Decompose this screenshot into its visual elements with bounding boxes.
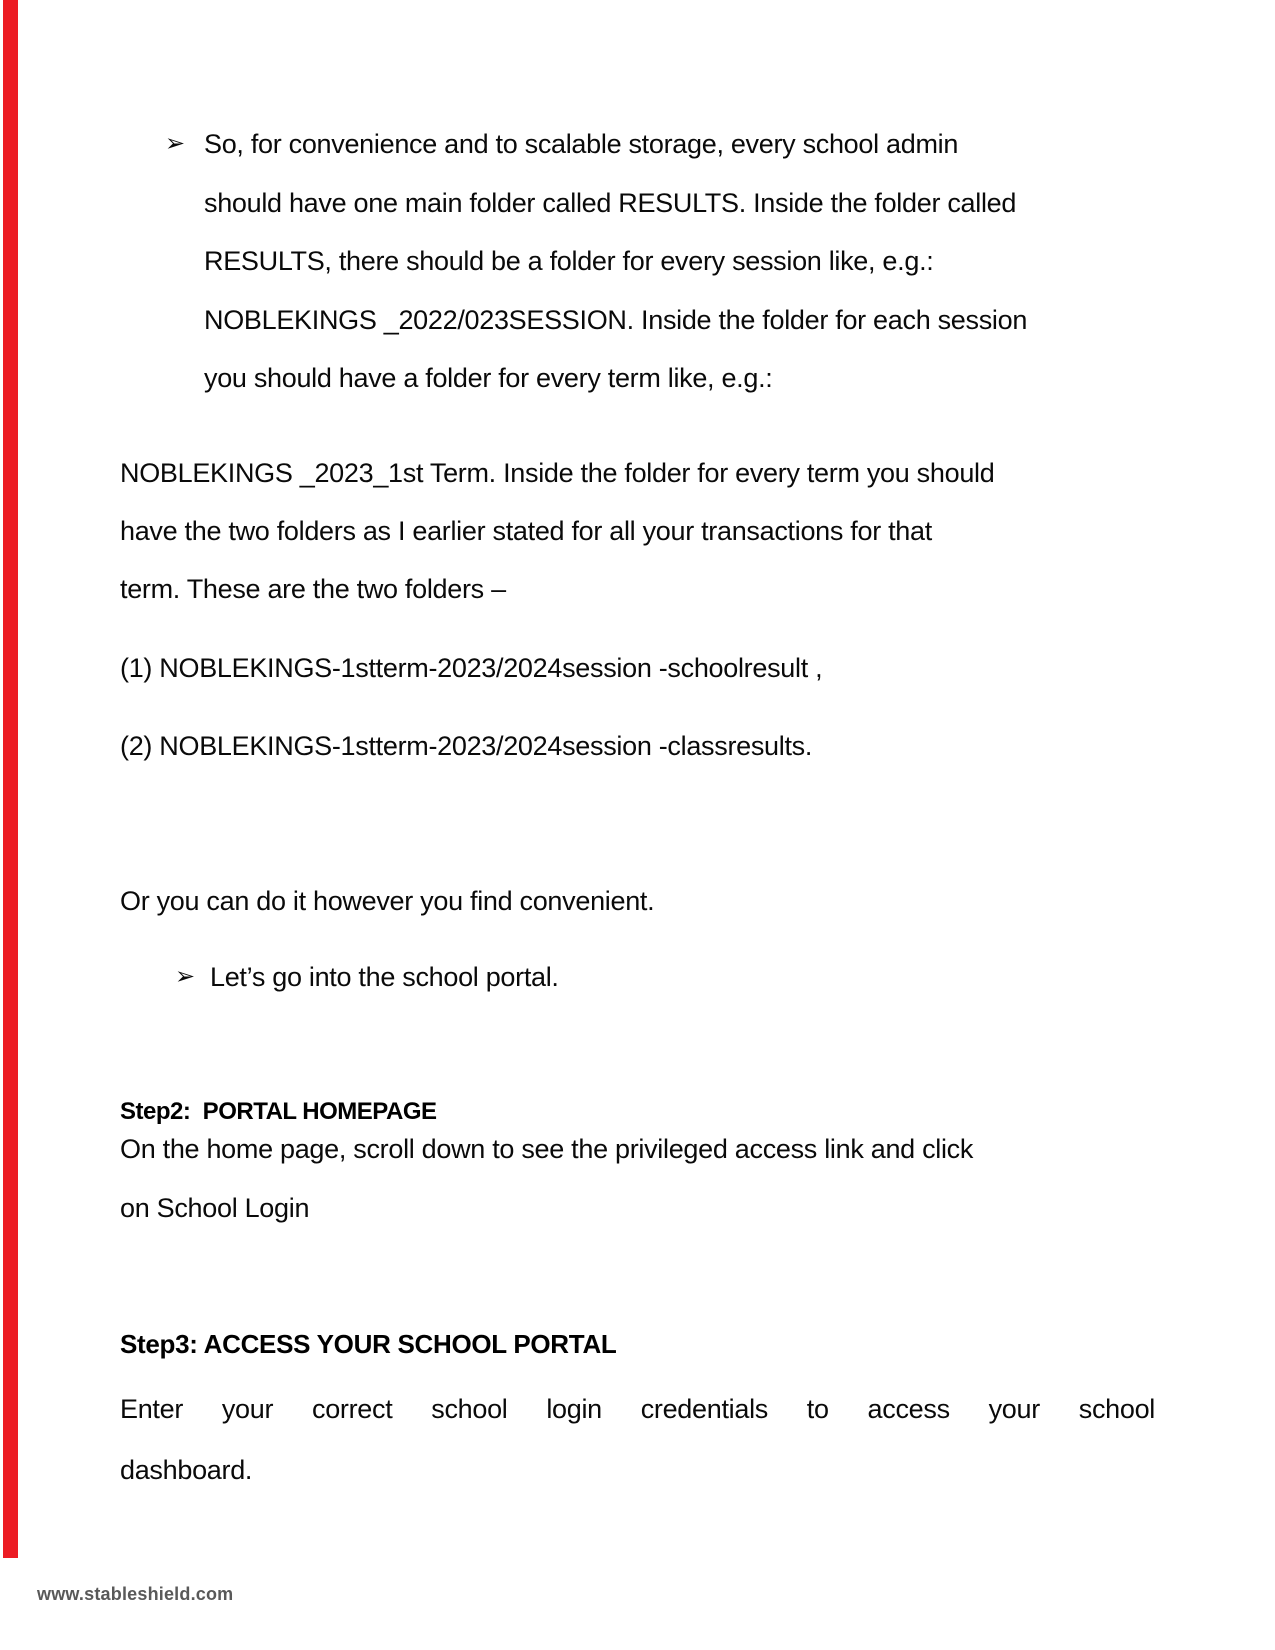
intro-bullet-paragraph: [120, 115, 1027, 408]
step2-paragraph: [120, 1120, 973, 1238]
paragraph-line: NOBLEKINGS _2023_1st Term. Inside the folder for every term you should: [120, 458, 995, 488]
footer-website-url: www.stableshield.com: [37, 1584, 234, 1604]
paragraph-line: have the two folders as I earlier stated for all your transactions for that: [120, 516, 932, 546]
paragraph-line: So, for convenience and to scalable storage, every school admin: [204, 129, 959, 159]
paragraph-line: Or you can do it however you find convenient.: [120, 886, 655, 916]
paragraph-line: Enter your correct school login credentials to access your school: [120, 1394, 1155, 1424]
paragraph-line: Let’s go into the school portal.: [210, 962, 559, 992]
paragraph-line: (1) NOBLEKINGS-1stterm-2023/2024session -schoolresult ,: [120, 653, 823, 683]
paragraph-line: on School Login: [120, 1193, 310, 1223]
convenience-paragraph: [120, 872, 654, 930]
portal-bullet-paragraph: [120, 948, 559, 1006]
term-folder-paragraph: [120, 444, 994, 618]
step3-paragraph: [120, 1379, 1155, 1501]
arrow-bullet-icon: ➢: [175, 963, 196, 990]
step3-heading: [120, 1327, 617, 1361]
folder-name-item-2: [120, 717, 812, 775]
paragraph-line: dashboard.: [120, 1455, 253, 1485]
paragraph-line: NOBLEKINGS _2022/023SESSION. Inside the folder for each session: [204, 304, 1028, 335]
paragraph-line: RESULTS, there should be a folder for every session like, e.g.:: [204, 246, 934, 276]
heading-text: Step3: ACCESS YOUR SCHOOL PORTAL: [120, 1329, 617, 1359]
folder-name-item-1: [120, 639, 822, 697]
paragraph-line: term. These are the two folders –: [120, 574, 506, 604]
paragraph-line: you should have a folder for every term like, e.g.:: [204, 363, 773, 393]
heading-text: Step2: PORTAL HOMEPAGE: [120, 1098, 437, 1125]
left-edge-red-bar: [3, 0, 18, 1558]
paragraph-line: (2) NOBLEKINGS-1stterm-2023/2024session -classresults.: [120, 731, 813, 761]
paragraph-line: should have one main folder called RESULTS. Inside the folder called: [204, 187, 1017, 218]
paragraph-line: On the home page, scroll down to see the privileged access link and click: [120, 1134, 974, 1164]
arrow-bullet-icon: ➢: [165, 130, 186, 157]
